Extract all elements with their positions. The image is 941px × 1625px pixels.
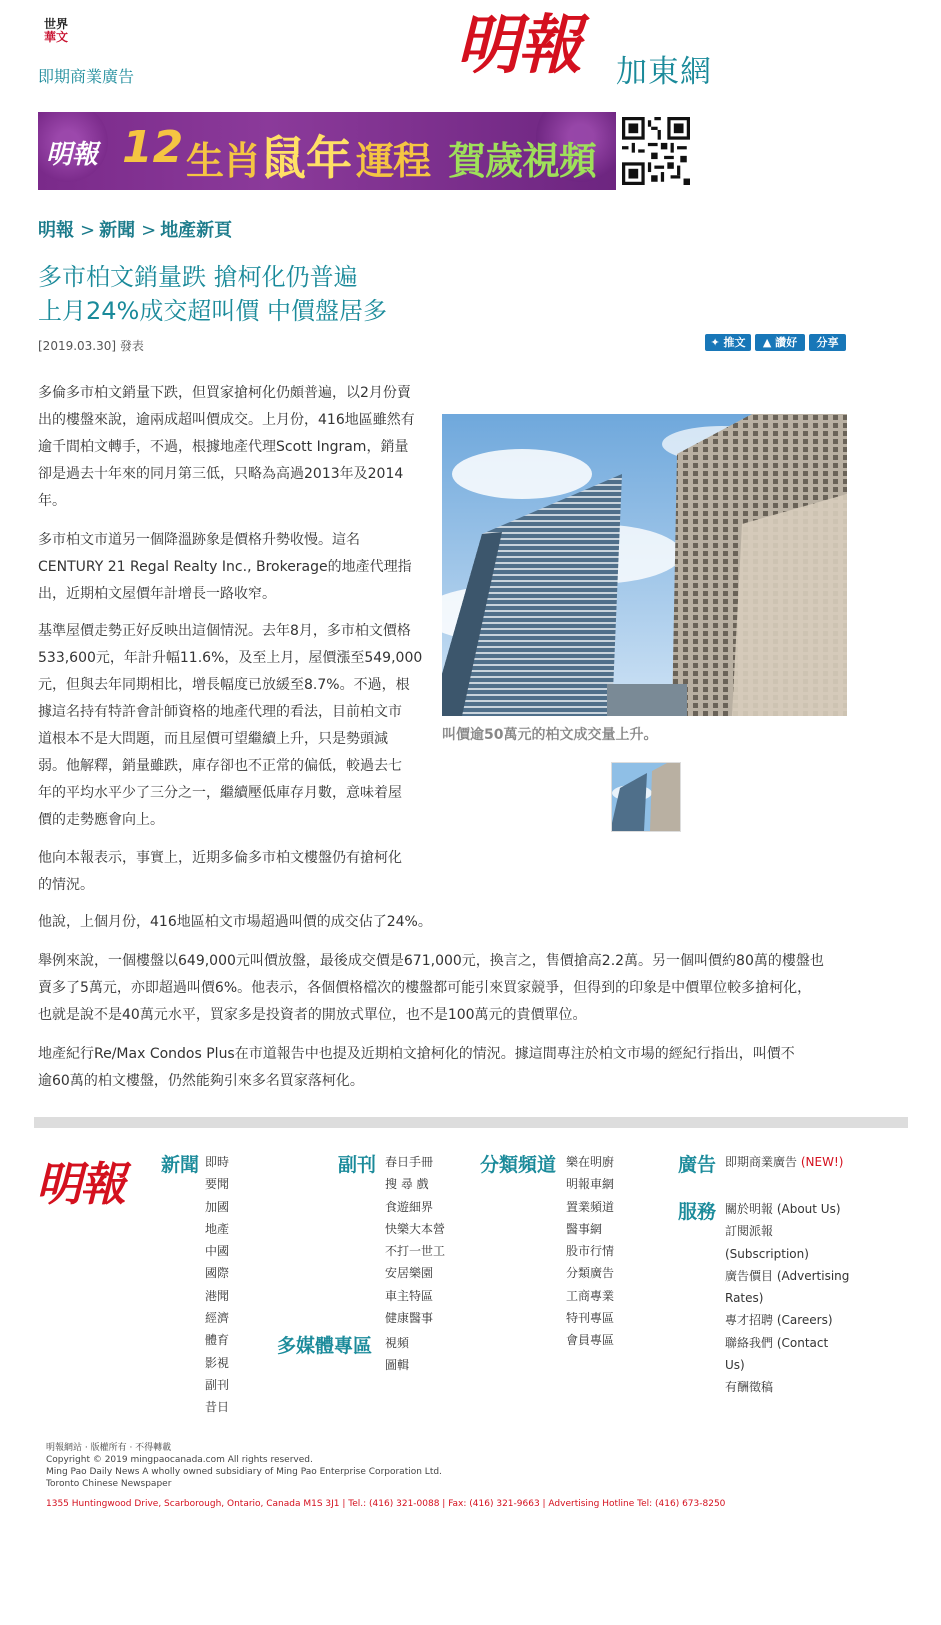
article-title-line2: 上月24%成交超叫價 中價盤居多 [38, 297, 387, 325]
footer-multimedia-heading: 多媒體專區 [277, 1335, 373, 1357]
footer-news-link[interactable]: 中國 [205, 1244, 230, 1259]
paragraph-6 [38, 948, 824, 1029]
text-line: 他向本報表示，事實上，近期多倫多市柏文樓盤仍有搶柯化 [38, 850, 402, 866]
footer-supplement-link[interactable]: 車主特區 [385, 1288, 434, 1303]
paragraph-7 [38, 1041, 795, 1095]
footer-classified-link[interactable]: 樂在明廚 [566, 1155, 615, 1169]
banner-text-video: 賀歲視頻 [448, 139, 597, 183]
text-line: 逾千間柏文轉手，不過，根據地產代理Scott Ingram，銷量 [38, 439, 409, 455]
paragraph-3 [38, 618, 422, 834]
text-line: 多市柏文市道另一個降溫跡象是價格升勢收慢。這名 [38, 532, 360, 548]
footer-video-link[interactable]: 視頻 [385, 1336, 410, 1350]
tweet-button[interactable] [705, 334, 751, 351]
text-line: 出，近期柏文屋價年計增長一路收窄。 [38, 586, 276, 602]
thumbs-up-icon: ▲ [762, 336, 772, 349]
footer-subscription-link[interactable]: 訂閱派報 [725, 1224, 774, 1239]
footer-news-link[interactable]: 即時 [205, 1155, 230, 1169]
breadcrumb-separator: > [80, 220, 96, 241]
footer-news-link[interactable]: 經濟 [205, 1311, 230, 1326]
sj-logo-line2: 華文 [44, 30, 69, 44]
footer-logo[interactable]: 明報 [36, 1157, 124, 1211]
text-line: 基準屋價走勢正好反映出這個情況。去年8月，多市柏文價格 [38, 623, 411, 639]
photo-caption: 叫價逾50萬元的柏文成交量上升。 [442, 727, 658, 743]
photo-thumbnail[interactable] [611, 762, 681, 832]
legal-line: 明報網站 · 版權所有 · 不得轉載 [46, 1443, 172, 1453]
footer-gallery-link[interactable]: 圖輯 [385, 1358, 410, 1373]
tweet-label: 推文 [723, 336, 746, 349]
banner-logo: 明報 [46, 140, 99, 170]
article-photo[interactable] [442, 414, 847, 716]
article-title-line1: 多市柏文銷量跌 搶柯化仍普遍 [38, 263, 358, 291]
footer-classified-link[interactable]: 明報車網 [566, 1177, 615, 1192]
footer-supplement-link[interactable]: 春日手冊 [385, 1155, 434, 1169]
sj-logo-line1: 世界 [44, 17, 69, 31]
text-line: 多倫多市柏文銷量下跌，但買家搶柯化仍頗普遍，以2月份賣 [38, 385, 411, 401]
article-title [38, 260, 387, 328]
footer-supplement-list [385, 1151, 445, 1329]
text-line: 價的走勢應會向上。 [38, 812, 164, 828]
breadcrumb [38, 216, 234, 242]
breadcrumb-realestate[interactable]: 地產新頁 [160, 220, 233, 241]
banner-text-fortune: 運程 [356, 139, 431, 183]
footer-news-link[interactable]: 要聞 [205, 1177, 230, 1192]
text-line: 533,600元，年計升幅11.6%，及至上月，屋價漲至549,000 [38, 650, 423, 666]
text-line: 據這名持有特許會計師資格的地產代理的看法，目前柏文市 [38, 704, 402, 720]
footer-classified-link[interactable]: 特刊專區 [566, 1311, 615, 1326]
paragraph-5 [38, 909, 432, 936]
like-button[interactable] [755, 334, 805, 351]
footer-classified-heading: 分類頻道 [480, 1154, 557, 1176]
footer-rates-link-en[interactable]: Rates) [725, 1291, 764, 1306]
footer-ad-list [725, 1151, 843, 1173]
footer-careers-link[interactable]: 專才招聘 (Careers) [725, 1313, 833, 1328]
text-line: 出的樓盤來說，逾兩成超叫價成交。上月份，416地區雖然有 [38, 412, 415, 428]
mingpao-logo-sub: 加東網 [616, 54, 712, 90]
footer-supplement-link[interactable]: 快樂大本營 [385, 1221, 446, 1236]
text-line: 的情況。 [38, 877, 94, 893]
thumbnail-image [612, 763, 680, 831]
footer-service-list [725, 1198, 855, 1399]
text-line: 也就是說不是40萬元水平，買家多是投資者的開放式單位，也不是100萬元的貴價單位。 [38, 1007, 587, 1023]
banner-text-zodiac: 生肖 [186, 139, 261, 183]
footer-classified-link[interactable]: 分類廣告 [566, 1266, 615, 1281]
footer-contribute-link[interactable]: 有酬徵稿 [725, 1380, 774, 1395]
footer-classified-link[interactable]: 醫事網 [566, 1221, 603, 1236]
qr-code-graphic [622, 116, 690, 186]
footer-news-link[interactable]: 影視 [205, 1355, 230, 1370]
legal-line: Toronto Chinese Newspaper [46, 1479, 172, 1489]
footer-classified-link[interactable]: 股市行情 [566, 1244, 615, 1259]
footer-supplement-link[interactable]: 搜 尋 戲 [385, 1177, 429, 1192]
footer-supplement-link[interactable]: 食遊細界 [385, 1199, 434, 1214]
footer-address: 1355 Huntingwood Drive, Scarborough, Ontario, Canada M1S 3J1 | Tel.: (416) 321-0088 | Fax: (416) 321-9663 | Advertising Hotline Tel: (416) 673-8250 [46, 1499, 726, 1509]
footer-news-link[interactable]: 地產 [205, 1221, 230, 1236]
qr-code [622, 116, 690, 186]
text-line: 逾60萬的柏文樓盤，仍然能夠引來多名買家落柯化。 [38, 1073, 364, 1089]
text-line: 舉例來說，一個樓盤以649,000元叫價放盤，最後成交價是671,000元，換言之，售價搶高2.2萬。另一個叫價約80萬的樓盤也 [38, 953, 824, 969]
share-label: 分享 [816, 336, 839, 349]
text-line: 賣多了5萬元，亦即超過叫價6%。他表示，各個價格檔次的樓盤都可能引來買家競爭，但得到的印象是中價單位較多搶柯化， [38, 980, 812, 996]
footer-contact-link[interactable]: 聯絡我們 (Contact [725, 1335, 829, 1350]
footer-supplement-heading: 副刊 [338, 1154, 377, 1176]
paragraph-4 [38, 845, 402, 899]
footer-supplement-link[interactable]: 安居樂園 [385, 1266, 434, 1281]
footer-classified-list [566, 1151, 614, 1352]
twitter-icon: ✦ [710, 336, 720, 349]
sj-logo[interactable] [44, 18, 72, 44]
paragraph-2 [38, 527, 412, 608]
mingpao-logo[interactable]: 明報 [456, 8, 580, 83]
text-line: CENTURY 21 Regal Realty Inc., Brokerage的地產代理指 [38, 559, 412, 575]
new-badge: (NEW!) [800, 1155, 844, 1169]
footer-contact-link-en[interactable]: Us) [725, 1358, 745, 1373]
banner-number: 12 [122, 122, 184, 173]
footer-news-link[interactable]: 加國 [205, 1199, 230, 1214]
text-line: 元，但與去年同期相比，增長幅度已放緩至8.7%。不過，根 [38, 677, 410, 693]
footer-classified-link[interactable]: 會員專區 [566, 1333, 615, 1348]
legal-line: Copyright © 2019 mingpaocanada.com All rights reserved. [46, 1455, 313, 1465]
footer-subscription-link-en[interactable]: (Subscription) [725, 1246, 809, 1261]
footer-multimedia-list [385, 1332, 409, 1377]
footer-news-link[interactable]: 國際 [205, 1266, 230, 1281]
footer-news-link[interactable]: 昔日 [205, 1400, 230, 1415]
breadcrumb-news[interactable]: 新聞 [99, 220, 136, 241]
text-line: 地產紀行Re/Max Condos Plus在市道報告中也提及近期柏文搶柯化的情況。據這間專注於柏文市場的經紀行指出，叫價不 [38, 1046, 795, 1062]
breadcrumb-mingpao[interactable]: 明報 [38, 220, 74, 241]
footer-legal [46, 1442, 442, 1490]
footer-classified-link[interactable]: 置業頻道 [566, 1199, 615, 1214]
breadcrumb-separator: > [141, 220, 157, 241]
footer-news-link[interactable]: 體育 [205, 1333, 230, 1348]
footer-news-heading: 新聞 [161, 1154, 200, 1176]
footer-about-link[interactable]: 關於明報 (About Us) [725, 1202, 841, 1216]
footer-commercial-ad-link[interactable]: 即期商業廣告 [725, 1155, 798, 1169]
text-line: 他說，上個月份，416地區柏文市場超過叫價的成交佔了24%。 [38, 914, 432, 930]
footer-news-link[interactable]: 港聞 [205, 1288, 230, 1303]
footer-supplement-link[interactable]: 健康醫事 [385, 1311, 434, 1326]
footer-service-heading: 服務 [678, 1201, 717, 1223]
text-line: 弱。他解釋，銷量雖跌，庫存卻也不正常的偏低，較過去七 [38, 758, 402, 774]
banner-text-year: 鼠年 [260, 131, 352, 185]
new-year-banner[interactable] [38, 112, 616, 190]
paragraph-1 [38, 380, 415, 515]
text-line: 道根本不是大問題，而且屋價可望繼續上升，只是勢頭減 [38, 731, 388, 747]
footer-news-link[interactable]: 副刊 [205, 1377, 230, 1392]
like-label: 讚好 [775, 336, 798, 349]
text-line: 卻是過去十年來的同月第三低，只略為高過2013年及2014 [38, 466, 404, 482]
legal-line: Ming Pao Daily News A wholly owned subsidiary of Ming Pao Enterprise Corporation Ltd. [46, 1467, 442, 1477]
footer-rates-link[interactable]: 廣告價目 (Advertising [725, 1268, 850, 1283]
footer-news-list [205, 1151, 229, 1419]
share-button[interactable] [809, 334, 846, 351]
condo-towers-image [442, 414, 847, 716]
article-date: [2019.03.30] 發表 [38, 339, 144, 353]
footer-divider [34, 1117, 908, 1128]
text-line: 年。 [38, 493, 66, 509]
text-line: 年的平均水平少了三分之一，繼續壓低庫存月數，意味着屋 [38, 785, 402, 801]
commercial-ad-link[interactable]: 即期商業廣告 [38, 67, 135, 86]
footer-ad-heading: 廣告 [678, 1154, 717, 1176]
footer-classified-link[interactable]: 工商專業 [566, 1288, 615, 1303]
footer-supplement-link[interactable]: 不打一世工 [385, 1244, 446, 1259]
